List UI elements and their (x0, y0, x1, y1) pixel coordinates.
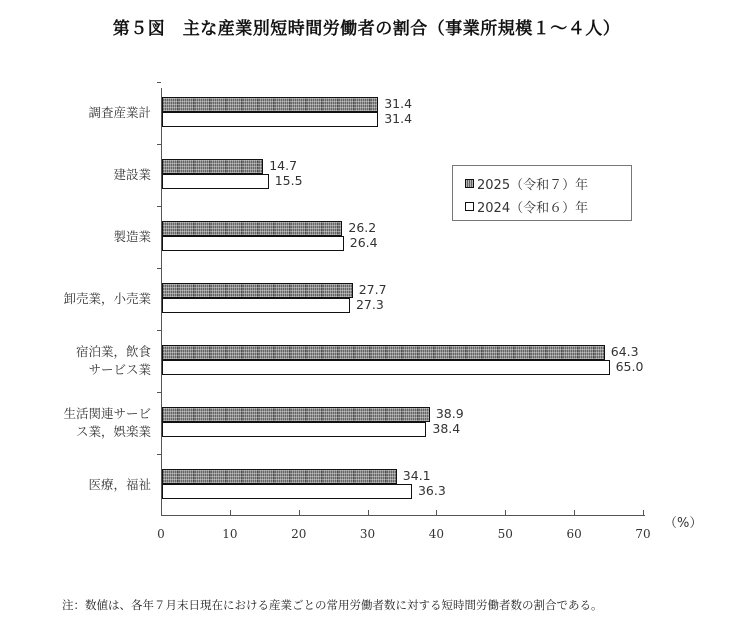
y-axis-tick (157, 392, 161, 393)
bar-2025 (162, 283, 353, 298)
category-label-line1: 調査産業計 (88, 105, 151, 120)
category-label (1, 476, 151, 494)
bar-2025 (162, 159, 263, 174)
x-axis-tick-label: 70 (635, 527, 651, 541)
bar-2025 (162, 345, 605, 360)
x-axis-tick-label: 50 (497, 527, 513, 541)
category-label (1, 228, 151, 246)
bar-2024 (162, 236, 344, 251)
category-label (1, 343, 151, 379)
category-label-line1: 医療，福祉 (88, 477, 151, 492)
legend-label-2024: 2024（令和６）年 (477, 201, 589, 216)
x-axis-tick-label: 20 (291, 527, 307, 541)
bar-2024 (162, 174, 269, 189)
footnote: 注：数値は、各年７月末日現在における産業ごとの常用労働者数に対する短時間労働者数の割合である。 (62, 598, 603, 612)
category-label-line1: 生活関連サービ (63, 406, 151, 421)
category-label-line1: 建設業 (113, 167, 151, 182)
bar-2025 (162, 407, 430, 422)
value-label-2025: 64.3 (610, 344, 639, 359)
value-label-2024: 15.5 (274, 173, 303, 188)
bar-2024 (162, 298, 350, 313)
legend-swatch-2025-icon (465, 179, 474, 188)
category-label (1, 405, 151, 441)
x-axis-tick-label: 60 (566, 527, 582, 541)
value-label-2025: 38.9 (435, 406, 464, 421)
value-label-2025: 31.4 (384, 96, 413, 111)
x-axis-line (161, 515, 645, 516)
x-axis-tick-label: 30 (359, 527, 376, 541)
value-label-2025: 27.7 (358, 282, 387, 297)
bar-2025 (162, 221, 342, 236)
category-label-line2: ス業，娯楽業 (75, 424, 151, 439)
bar-2024 (162, 360, 610, 375)
x-axis-tick-label: 40 (428, 527, 445, 541)
value-label-2025: 14.7 (269, 158, 298, 173)
y-axis-tick (157, 144, 161, 145)
x-axis-unit: （%） (664, 516, 703, 531)
legend (452, 165, 632, 221)
x-axis-tick (574, 510, 575, 515)
value-label-2024: 38.4 (432, 421, 461, 436)
x-axis-tick (643, 510, 644, 515)
legend-swatch-2024-icon (465, 202, 474, 211)
category-label-line1: 卸売業，小売業 (63, 291, 151, 306)
y-axis-tick (157, 454, 161, 455)
y-axis-tick (157, 268, 161, 269)
bar-2024 (162, 112, 378, 127)
legend-item-2025 (465, 174, 588, 193)
category-label-line1: 製造業 (113, 229, 151, 244)
value-label-2025: 34.1 (402, 468, 431, 483)
x-axis-tick (368, 510, 369, 515)
legend-item-2024 (465, 197, 588, 216)
value-label-2024: 65.0 (615, 359, 644, 374)
x-axis-tick (436, 510, 437, 515)
category-label (1, 166, 151, 184)
value-label-2024: 36.3 (417, 483, 446, 498)
x-axis-tick (505, 510, 506, 515)
y-axis-tick (157, 82, 161, 83)
category-label-line1: 宿泊業，飲食 (75, 344, 151, 359)
x-axis-tick-label: 10 (222, 527, 238, 541)
category-label (1, 290, 151, 308)
value-label-2024: 31.4 (384, 111, 413, 126)
chart-title: 第５図 主な産業別短時間労働者の割合（事業所規模１～４人） (112, 19, 621, 39)
legend-label-2025: 2025（令和７）年 (477, 178, 589, 193)
y-axis-tick (157, 330, 161, 331)
bar-2024 (162, 422, 426, 437)
bar-2025 (162, 97, 378, 112)
value-label-2025: 26.2 (348, 220, 377, 235)
x-axis-tick-label: 0 (157, 527, 165, 541)
bar-2025 (162, 469, 397, 484)
value-label-2024: 27.3 (355, 297, 384, 312)
bar-2024 (162, 484, 412, 499)
category-label (1, 104, 151, 122)
value-label-2024: 26.4 (349, 235, 378, 250)
x-axis-tick (299, 510, 300, 515)
y-axis-tick (157, 206, 161, 207)
x-axis-tick (230, 510, 231, 515)
category-label-line2: サービス業 (88, 362, 151, 377)
